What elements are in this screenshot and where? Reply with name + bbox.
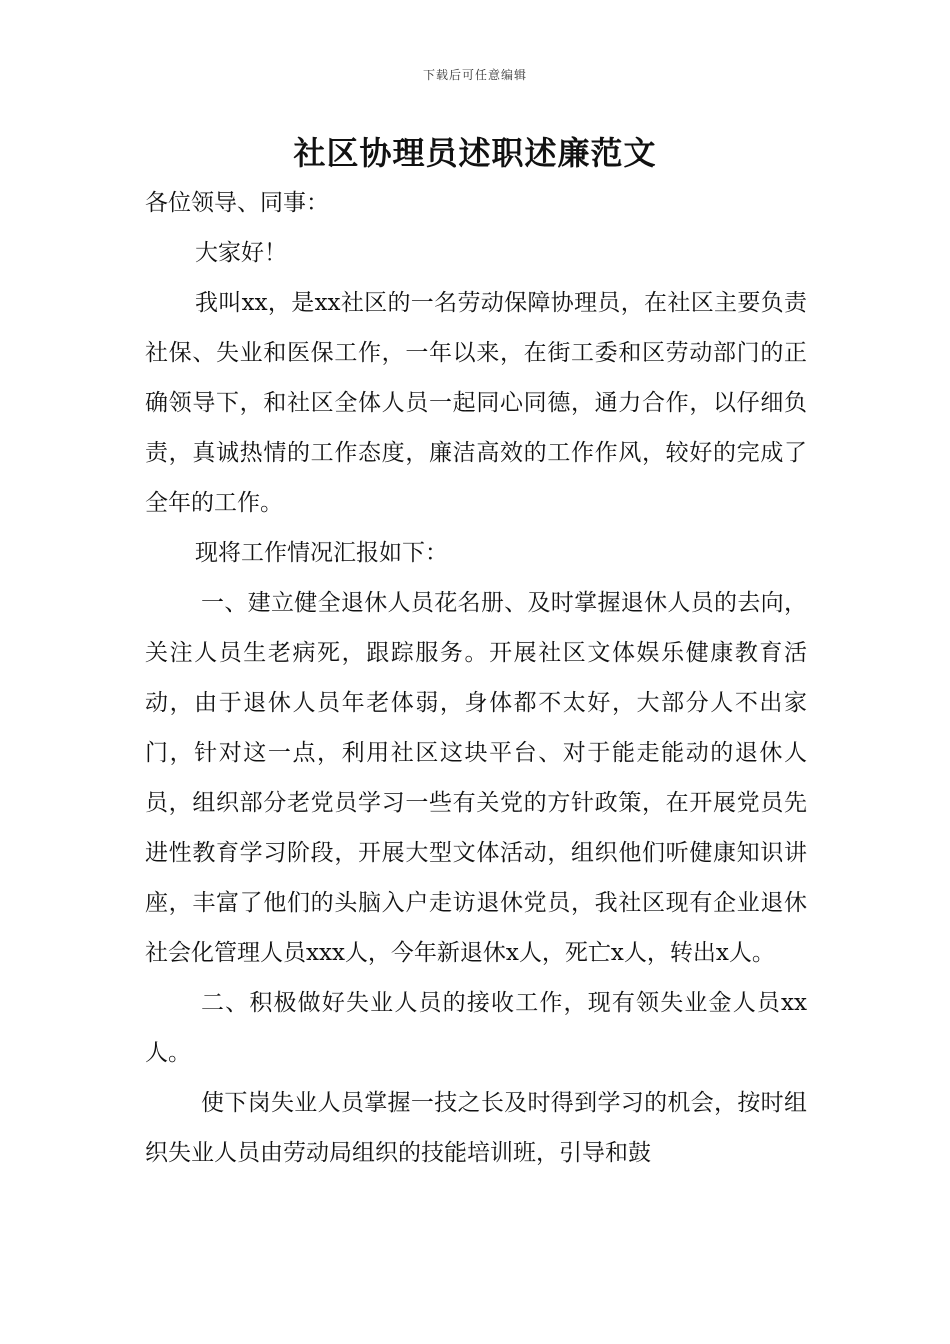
document-body [145, 178, 807, 1178]
paragraph-greeting: 大家好！ [195, 240, 287, 266]
paragraph-report-lead: 现将工作情况汇报如下： [195, 540, 448, 566]
paragraph-training: 使下岗失业人员掌握一技之长及时得到学习的机会，按时组织失业人员由劳动局组织的技能培训班，引导和鼓 [145, 1090, 807, 1166]
paragraph-introduction: 我叫xx，是xx社区的一名劳动保障协理员，在社区主要负责社保、失业和医保工作，一年以来，在街工委和区劳动部门的正确领导下，和社区全体人员一起同心同德，通力合作，以仔细负责，真诚热情的工作态度，廉洁高效的工作作风，较好的完成了全年的工作。 [145, 290, 807, 516]
header-note: 下载后可任意编辑 [422, 68, 527, 82]
page-title: 社区协理员述职述廉范文 [293, 134, 657, 172]
salutation: 各位领导、同事： [145, 190, 329, 216]
paragraph-section-two: 二、积极做好失业人员的接收工作，现有领失业金人员xx人。 [145, 990, 807, 1066]
paragraph-section-one: 一、建立健全退休人员花名册、及时掌握退休人员的去向，关注人员生老病死，跟踪服务。开展社区文体娱乐健康教育活动，由于退休人员年老体弱，身体都不太好，大部分人不出家门，针对这一点，利用社区这块平台、对于能走能动的退休人员，组织部分老党员学习一些有关党的方针政策，在开展党员先进性教育学习阶段，开展大型文体活动，组织他们听健康知识讲座，丰富了他们的头脑入户走访退休党员，我社区现有企业退休社会化管理人员xxx人，今年新退休x人，死亡x人，转出x人。 [145, 590, 807, 966]
